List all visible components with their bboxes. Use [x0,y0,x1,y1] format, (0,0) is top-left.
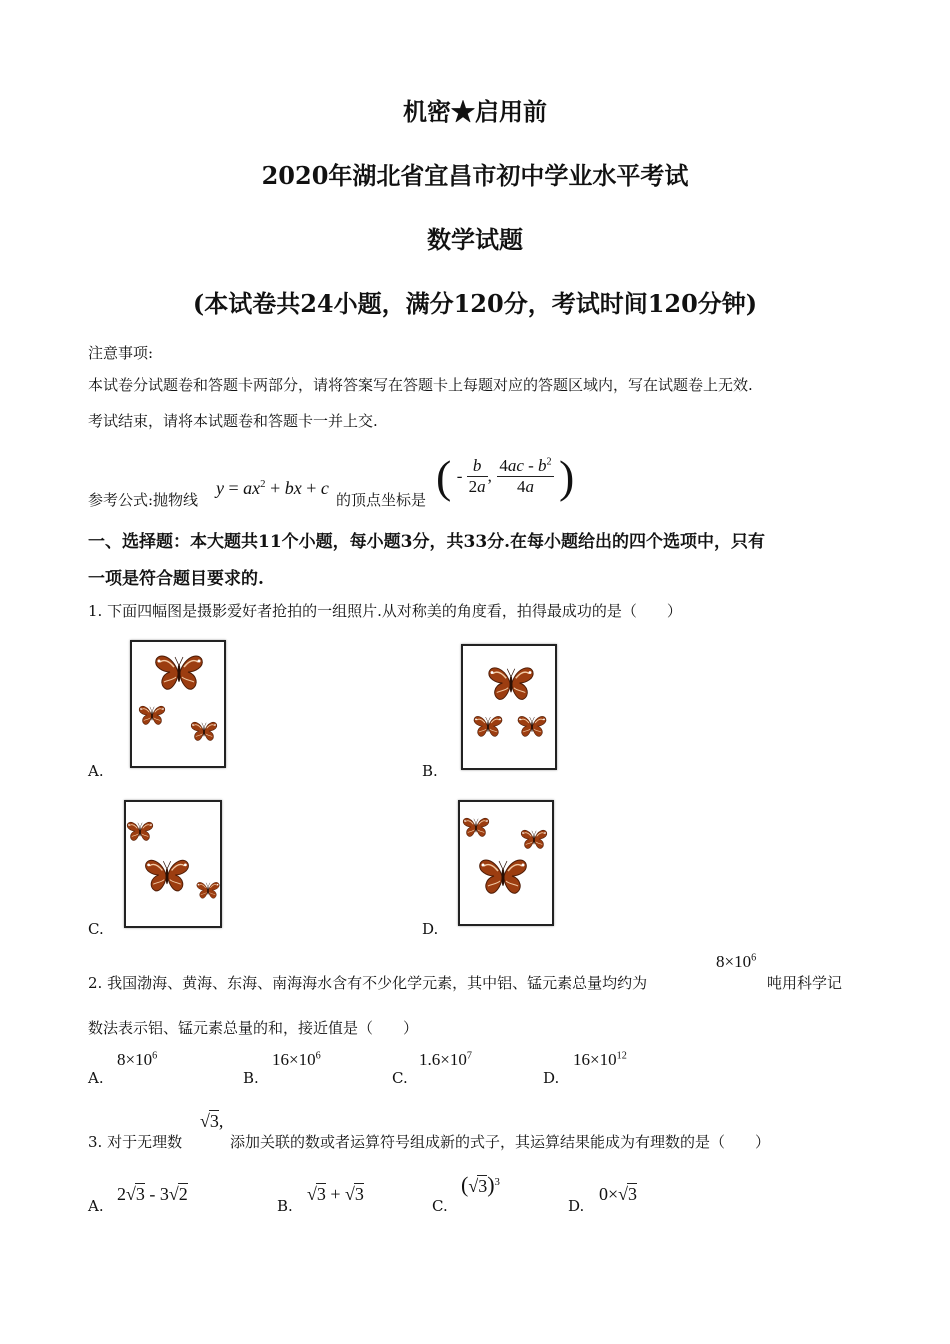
q1-option-a-label[interactable]: A. [88,762,104,780]
butterfly-icon [473,714,503,738]
q3-option-c-label[interactable]: C. [432,1197,448,1215]
notes-line-2: 考试结束，请将本试题卷和答题卡一并上交. [88,412,378,430]
butterfly-icon [126,820,154,842]
q2-option-c-value[interactable]: $1.6\times 10^7$ [419,1050,472,1069]
butterfly-icon [520,828,548,850]
butterfly-icon [190,720,218,742]
q3-text-b: 添加关联的数或者运算符号组成新的式子，其运算结果能成为有理数的是（ ） [230,1133,771,1151]
q2-text-b: 吨用科学记 [767,974,843,992]
section1-title-line1: 一、选择题：本大题共11个小题，每小题3分，共33分.在每小题给出的四个选项中，只有 [88,532,766,552]
parabola-equation: $y = ax^2$ + bx + c [216,478,329,498]
butterfly-icon [196,880,220,900]
q2-option-a-value[interactable]: $8\times 10^6$ [117,1050,158,1069]
butterfly-icon [154,652,204,692]
formula-prefix: 参考公式:抛物线 [88,491,199,509]
q3-option-c-value[interactable]: $(√3)^3$ [461,1172,500,1197]
q3-option-a-label[interactable]: A. [88,1197,104,1215]
q3-irrational: √3, [200,1111,224,1131]
butterfly-icon [478,856,528,896]
secret-label: 机密★启用前 [403,97,547,126]
q1-text: 1. 下面四幅图是摄影爱好者抢拍的一组照片.从对称美的角度看，拍得最成功的是（ ） [88,602,682,620]
butterfly-icon [517,714,547,738]
photo-a [130,640,226,768]
q3-text-a: 3. 对于无理数 [88,1133,183,1151]
q2-option-b-label[interactable]: B. [243,1069,259,1087]
q3-option-d-label[interactable]: D. [568,1197,585,1215]
exam-title: 2020年湖北省宜昌市初中学业水平考试 [261,161,689,190]
q2-text-a: 2. 我国渤海、黄海、东海、南海海水含有不少化学元素，其中铝、锰元素总量均约为 [88,974,648,992]
photo-c [124,800,222,928]
q2-option-a-label[interactable]: A. [88,1069,104,1087]
q3-option-d-value[interactable]: 0×√3 [599,1184,638,1204]
photo-d [458,800,554,926]
q2-option-c-label[interactable]: C. [392,1069,408,1087]
vertex-formula: ( - $\frac{b}{2a}$ , $\frac{4ac - b^2}{4a}$ ) [436,451,575,502]
section1-title-line2: 一项是符合题目要求的. [88,569,264,589]
q2-text-c: 数法表示铝、锰元素总量的和，接近值是（ ） [88,1019,419,1037]
q2-option-d-value[interactable]: $16\times 10^{12}$ [573,1050,627,1069]
butterfly-icon [487,664,535,702]
q1-option-c-label[interactable]: C. [88,920,104,938]
formula-mid: 的顶点坐标是 [336,491,427,509]
q2-option-b-value[interactable]: $16\times 10^6$ [272,1050,321,1069]
q3-option-a-value[interactable]: 2√3 - 3√2 [117,1184,188,1204]
q2-quantity: $8\times 10^6$ [716,952,757,971]
butterfly-icon [138,704,166,726]
butterfly-icon [144,856,190,894]
exam-info: (本试卷共24小题，满分120分，考试时间120分钟) [192,289,758,318]
q2-option-d-label[interactable]: D. [543,1069,560,1087]
q3-option-b-value[interactable]: √3 + √3 [307,1184,364,1204]
q3-option-b-label[interactable]: B. [277,1197,293,1215]
q1-option-b-label[interactable]: B. [422,762,438,780]
notes-heading: 注意事项: [88,344,154,362]
butterfly-icon [462,816,490,838]
q1-option-d-label[interactable]: D. [422,920,439,938]
subject-title: 数学试题 [427,225,523,254]
notes-line-1: 本试卷分试题卷和答题卡两部分，请将答案写在答题卡上每题对应的答题区域内，写在试题卷上无效. [88,376,753,394]
photo-b [461,644,557,770]
